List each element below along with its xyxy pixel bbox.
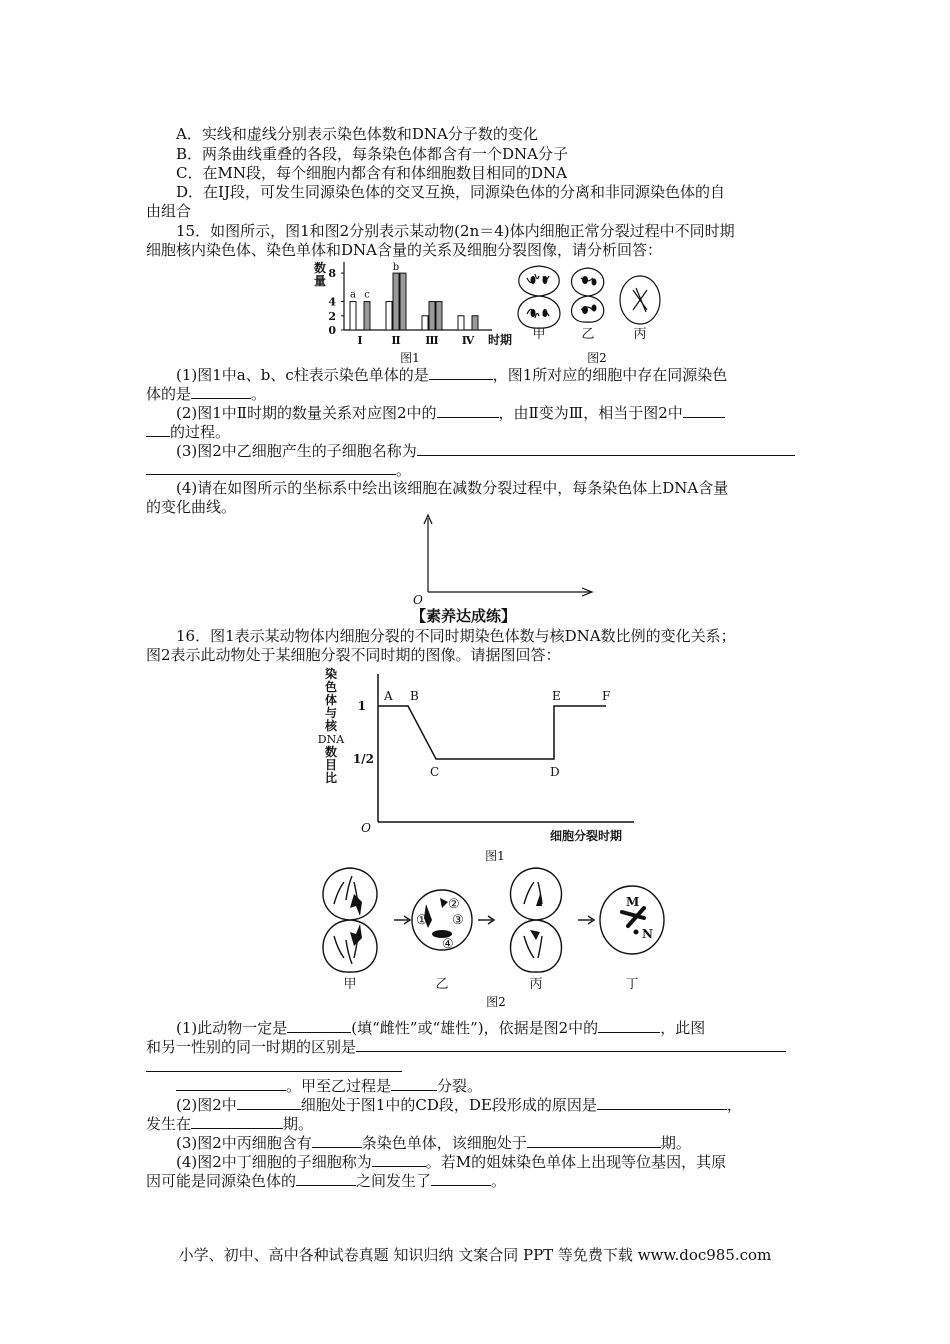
q16-p1-text-f: 分裂。 [437,1077,483,1095]
q16-p4-text-c: 因可能是同源染色体的 [146,1172,297,1190]
bar-b-2 [393,273,399,330]
cell-label-bing: 丙 [633,327,647,342]
q16-p2-line1 [176,1094,742,1115]
y-tick-label: 2 [328,309,336,323]
cell-bing-drawing [511,868,562,972]
q16-ratio-graph [316,664,646,864]
q16-fig2-caption: 图2 [486,995,506,1009]
point-e: E [552,689,561,703]
q15-fig2-caption: 图2 [587,351,607,365]
ylabel-char: DNA [317,733,345,746]
answer-blank[interactable] [146,421,170,437]
q15-cell-figure [505,258,675,366]
bar-b-3 [429,302,435,330]
q16-p1-text-c: ，此图 [660,1019,706,1037]
q15-empty-axes [410,512,600,606]
cell-mark-n: N [642,927,653,941]
x-tick-label: Ⅳ [461,334,475,347]
q15-p3-line2 [146,459,411,480]
cell-label-ding: 丁 [625,977,639,992]
point-d: D [550,765,560,779]
answer-blank[interactable] [176,1075,286,1091]
cell-mark-m: M [626,895,640,909]
q16-p2-text-a: (2)图2中 [176,1096,237,1114]
y-tick-label: 8 [328,267,336,281]
answer-blank[interactable] [356,1036,786,1052]
ratio-curve [378,706,606,759]
q15-p2-text-a: (2)图1中Ⅱ时期的数量关系对应图2中的 [176,404,437,422]
ylabel-char: 核 [324,719,338,733]
q15-p4-line2: 的变化曲线。 [146,498,237,516]
q15-p2-line2 [146,421,230,442]
q14-option-a: A．实线和虚线分别表示染色体数和DNA分子数的变化 [176,125,538,143]
q16-p2-text-d: 发生在 [146,1115,192,1133]
q16-p1-text-b: (填“雌性”或“雄性”)，依据是图2中的 [351,1019,599,1037]
ylabel-char: 染 [324,667,338,681]
q16-p4-text-a: (4)图2中丁细胞的子细胞称为 [176,1153,372,1171]
page-footer: 小学、初中、高中各种试卷真题 知识归纳 文案合同 PPT 等免费下载 www.doc985.com [178,1246,772,1264]
bar-series-label-a: a [350,289,356,301]
ylabel-char: 与 [324,706,338,720]
q15-p1-text-b: ，图1所对应的细胞中存在同源染色 [492,366,728,384]
q15-stem-line2: 细胞核内染色体、染色单体和DNA含量的关系及细胞分裂图像，请分析回答： [146,241,662,259]
bar-c-2 [400,273,406,330]
q15-p1-text-d: 。 [251,385,267,403]
q16-p4-line2 [146,1170,506,1191]
q16-p4-text-d: 之间发生了 [356,1172,432,1190]
q16-p1-line2 [146,1036,786,1057]
q16-fig1-caption: 图1 [485,849,505,863]
q15-p1-text-c: 体的是 [146,385,192,403]
bar-a-4 [458,316,464,330]
cell-label-jia: 甲 [343,977,357,992]
bar-a-1 [350,302,356,330]
q16-p4-text-b: 。若M的姐妹染色单体上出现等位基因，其原 [425,1153,727,1171]
q15-bar-chart [310,258,513,366]
q14-option-d: D．在IJ段，可发生同源染色体的交叉互换，同源染色体的分离和非同源染色体的自 [176,183,725,201]
q16-p1-line4 [176,1075,482,1096]
y-tick-1: 1 [357,699,366,713]
q15-p3-text-b: 。 [396,461,412,479]
chart-ylabel: 数 [313,261,327,275]
q15-fig1-caption: 图1 [400,351,420,365]
bar-series-label-c: c [364,289,370,301]
q15-p2-text-c: 的过程。 [170,423,231,441]
ylabel-char: 色 [324,680,338,694]
q15-p3-text-a: (3)图2中乙细胞产生的子细胞名称为 [176,442,417,460]
bar-c-3 [436,302,442,330]
x-axis-label: 细胞分裂时期 [549,829,623,843]
ylabel-char: 目 [324,758,338,772]
x-tick-label: Ⅱ [391,334,401,347]
q15-p2-text-b: ，由Ⅱ变为Ⅲ，相当于图2中 [498,404,683,422]
bar-c-1 [364,302,370,330]
q16-p1-text-d: 和另一性别的同一时期的区别是 [146,1038,357,1056]
q14-option-d-cont: 由组合 [146,202,192,220]
y-tick-half: 1/2 [352,752,374,766]
chart-ylabel: 量 [313,274,327,288]
q16-p3-line1 [176,1132,691,1153]
q15-p2-line1 [176,402,725,423]
q16-p4-text-e: 。 [491,1172,507,1190]
cell-label-jia: 甲 [532,327,546,342]
point-a: A [384,689,393,703]
q15-p4-line1: (4)请在如图所示的坐标系中绘出该细胞在减数分裂过程中，每条染色体上DNA含量 [176,479,729,497]
q15-p1-text-a: (1)图1中a、b、c柱表示染色单体的是 [176,366,429,384]
answer-blank[interactable] [417,440,795,456]
answer-blank[interactable] [598,1017,660,1033]
q16-p3-text-a: (3)图2中丙细胞含有 [176,1134,312,1152]
section-title: 【素养达成练】 [411,607,517,625]
bar-a-3 [422,316,428,330]
q16-p2-line2 [146,1113,313,1134]
answer-blank[interactable] [191,1113,283,1129]
cell-jia-drawing [323,868,377,972]
ylabel-char: 体 [324,693,338,707]
cell-label-yi: 乙 [435,977,449,992]
q14-option-c: C．在MN段，每个细胞内都含有和体细胞数目相同的DNA [176,164,567,182]
cell-label-bing: 丙 [529,977,543,992]
answer-blank[interactable] [597,1094,727,1110]
q16-p2-text-b: 细胞处于图1中的CD段，DE段形成的原因是 [300,1096,597,1114]
x-tick-label: Ⅲ [425,334,439,347]
q16-p1-text-a: (1)此动物一定是 [176,1019,288,1037]
cell-mark-1: ① [416,913,428,928]
q16-p3-text-b: 条染色单体，该细胞处于 [361,1134,527,1152]
q16-stem-line1: 16．图1表示某动物体内细胞分裂的不同时期染色体数与核DNA数比例的变化关系； [176,627,736,645]
answer-blank[interactable] [429,364,493,380]
bar-a-2 [386,302,392,330]
q16-p1-line3 [146,1056,402,1077]
q16-stem-line2: 图2表示此动物处于某细胞分裂不同时期的图像。请据图回答： [146,646,561,664]
point-b: B [410,689,419,703]
q16-p4-line1 [176,1151,726,1172]
answer-blank[interactable] [391,1075,437,1091]
q16-ylabel [318,666,345,785]
ylabel-char: 数 [324,745,338,759]
cell-label-yi: 乙 [581,327,595,342]
y-tick-label: 4 [328,295,336,309]
q15-p1-line1 [176,364,727,385]
q15-p1-line2 [146,383,266,404]
answer-blank[interactable] [431,1170,491,1186]
point-c: C [430,765,440,779]
x-tick-label: Ⅰ [357,334,363,347]
q16-p3-text-c: 期。 [660,1134,691,1152]
graph-origin: O [361,821,371,835]
answer-blank[interactable] [437,402,499,418]
cell-mark-3: ③ [452,913,464,928]
answer-blank[interactable] [146,459,396,475]
answer-blank[interactable] [527,1132,661,1148]
cell-jia-drawing [518,266,560,328]
answer-blank[interactable] [372,1151,426,1167]
axis-origin: O [413,593,423,607]
q16-p2-text-e: 期。 [283,1115,314,1133]
q16-cell-sequence [310,864,670,1010]
answer-blank[interactable] [146,1056,402,1072]
cell-mark-2: ② [448,897,460,912]
q14-option-b: B．两条曲线重叠的各段，每条染色体都含有一个DNA分子 [176,145,569,163]
x-axis-label: 时期 [487,333,513,347]
cell-yi-drawing [571,268,603,322]
point-f: F [602,689,611,703]
ylabel-char: 比 [324,771,338,785]
answer-blank[interactable] [683,402,725,418]
y-tick-label: 0 [328,324,336,337]
answer-blank[interactable] [312,1132,362,1148]
bar-c-4 [472,316,478,330]
answer-blank[interactable] [191,383,251,399]
q15-stem-line1: 15．如图所示，图1和图2分别表示某动物(2n＝4)体内细胞正常分裂过程中不同时期 [176,222,735,240]
answer-blank[interactable] [237,1094,301,1110]
q16-p1-text-e: 。甲至乙过程是 [286,1077,392,1095]
cell-bing-drawing [620,276,660,324]
q16-p2-text-c: ， [726,1096,742,1114]
bar-series-label-b: b [392,262,400,274]
q16-p1-line1 [176,1017,705,1038]
answer-blank[interactable] [287,1017,351,1033]
q15-p3-line1 [176,440,795,461]
answer-blank[interactable] [296,1170,356,1186]
cell-mark-4: ④ [442,937,454,952]
